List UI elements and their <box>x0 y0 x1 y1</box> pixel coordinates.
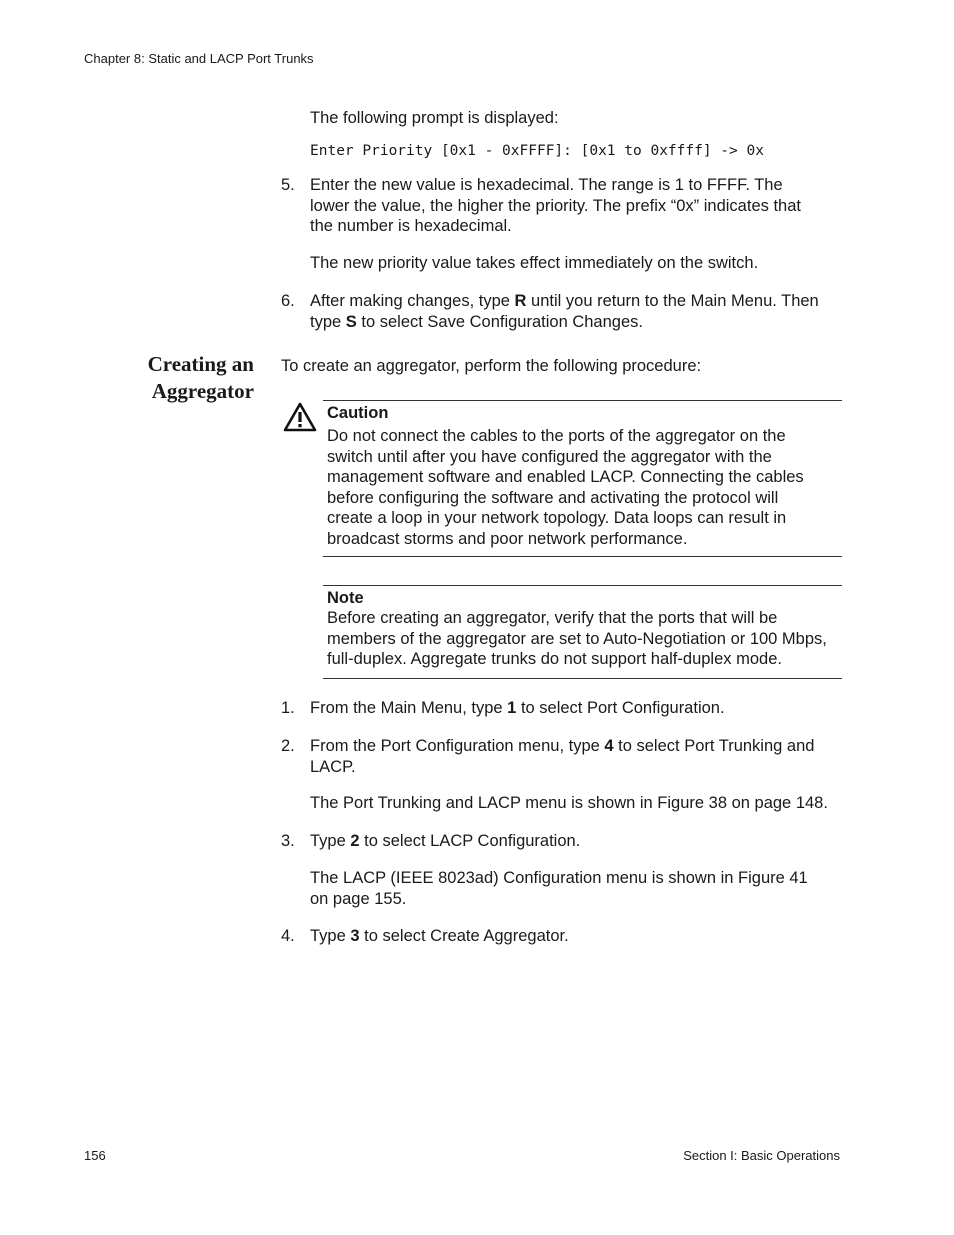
priority-prompt-code: Enter Priority [0x1 - 0xFFFF]: [0x1 to 0xffff] -> 0x <box>310 143 764 159</box>
text-run: to select Create Aggregator. <box>359 927 569 945</box>
text-line <box>310 291 819 312</box>
text-run: to select Port Trunking and <box>613 737 815 755</box>
warning-triangle-icon <box>283 402 317 432</box>
text-run: type <box>310 312 346 331</box>
step-number: 2. <box>281 737 295 755</box>
step-6-text <box>310 291 819 332</box>
text-run: to select LACP Configuration. <box>359 832 581 850</box>
step-number: 4. <box>281 927 295 945</box>
step-4-text <box>310 926 569 947</box>
text-line: on page 155. <box>310 889 407 908</box>
text-line: broadcast storms and poor network performance. <box>327 529 688 548</box>
text-run: to select Port Configuration. <box>516 699 725 717</box>
page-number: 156 <box>84 1148 106 1163</box>
step-2-note: The Port Trunking and LACP menu is shown in Figure 38 on page 148. <box>310 794 828 812</box>
step-2-text <box>310 736 814 777</box>
key-r: R <box>514 292 527 310</box>
note-label: Note <box>327 589 364 607</box>
text-run: From the Port Configuration menu, type <box>310 737 605 755</box>
text-run: until you return to the Main Menu. Then <box>526 292 819 310</box>
step-1-text <box>310 698 725 719</box>
text-line: members of the aggregator are set to Auto-Negotiation or 100 Mbps, <box>327 629 827 648</box>
step-number: 6. <box>281 292 295 310</box>
caution-label: Caution <box>327 404 389 422</box>
step-number: 5. <box>281 176 295 194</box>
step-5-note: The new priority value takes effect immediately on the switch. <box>310 254 759 272</box>
text-line <box>310 736 814 757</box>
text-run: to select Save Configuration Changes. <box>356 312 643 331</box>
prompt-intro-text: The following prompt is displayed: <box>310 109 559 127</box>
text-line: Do not connect the cables to the ports of the aggregator on the <box>327 427 786 445</box>
text-run: From the Main Menu, type <box>310 699 508 717</box>
text-line: the number is hexadecimal. <box>310 217 512 235</box>
caution-text <box>327 426 804 549</box>
step-number: 3. <box>281 832 295 850</box>
heading-line: Aggregator <box>151 379 254 403</box>
running-header: Chapter 8: Static and LACP Port Trunks <box>84 51 314 66</box>
text-line: full-duplex. Aggregate trunks do not support half-duplex mode. <box>327 650 782 668</box>
note-text <box>327 608 827 670</box>
note-bottom-rule <box>323 678 842 679</box>
text-line: create a loop in your network topology. Data loops can result in <box>327 509 787 527</box>
step-5-text <box>310 175 801 237</box>
text-run: Type <box>310 832 351 850</box>
caution-bottom-rule <box>323 556 842 557</box>
section-heading <box>54 351 254 405</box>
step-3-note <box>310 868 808 909</box>
step-number: 1. <box>281 699 295 717</box>
key-4: 4 <box>604 737 614 755</box>
key-s: S <box>345 312 357 331</box>
heading-line: Creating an <box>147 352 254 376</box>
step-3-text <box>310 831 580 852</box>
text-line: Enter the new value is hexadecimal. The range is 1 to FFFF. The <box>310 176 783 194</box>
key-3: 3 <box>350 927 360 945</box>
key-1: 1 <box>507 699 517 717</box>
text-line <box>310 312 819 333</box>
text-line: LACP. <box>310 757 356 776</box>
section-intro: To create an aggregator, perform the following procedure: <box>281 357 702 375</box>
footer-section: Section I: Basic Operations <box>683 1148 840 1163</box>
caution-top-rule <box>323 400 842 401</box>
text-line: lower the value, the higher the priority. The prefix “0x” indicates that <box>310 196 801 215</box>
key-2: 2 <box>350 832 360 850</box>
note-top-rule <box>323 585 842 586</box>
text-line: The LACP (IEEE 8023ad) Configuration menu is shown in Figure 41 <box>310 869 808 887</box>
text-run: After making changes, type <box>310 292 515 310</box>
text-line: management software and enabled LACP. Connecting the cables <box>327 468 804 486</box>
text-line: before configuring the software and activating the protocol will <box>327 488 779 507</box>
text-run: Type <box>310 927 351 945</box>
text-line: switch until after you have configured the aggregator with the <box>327 447 772 466</box>
text-line: Before creating an aggregator, verify that the ports that will be <box>327 609 778 627</box>
